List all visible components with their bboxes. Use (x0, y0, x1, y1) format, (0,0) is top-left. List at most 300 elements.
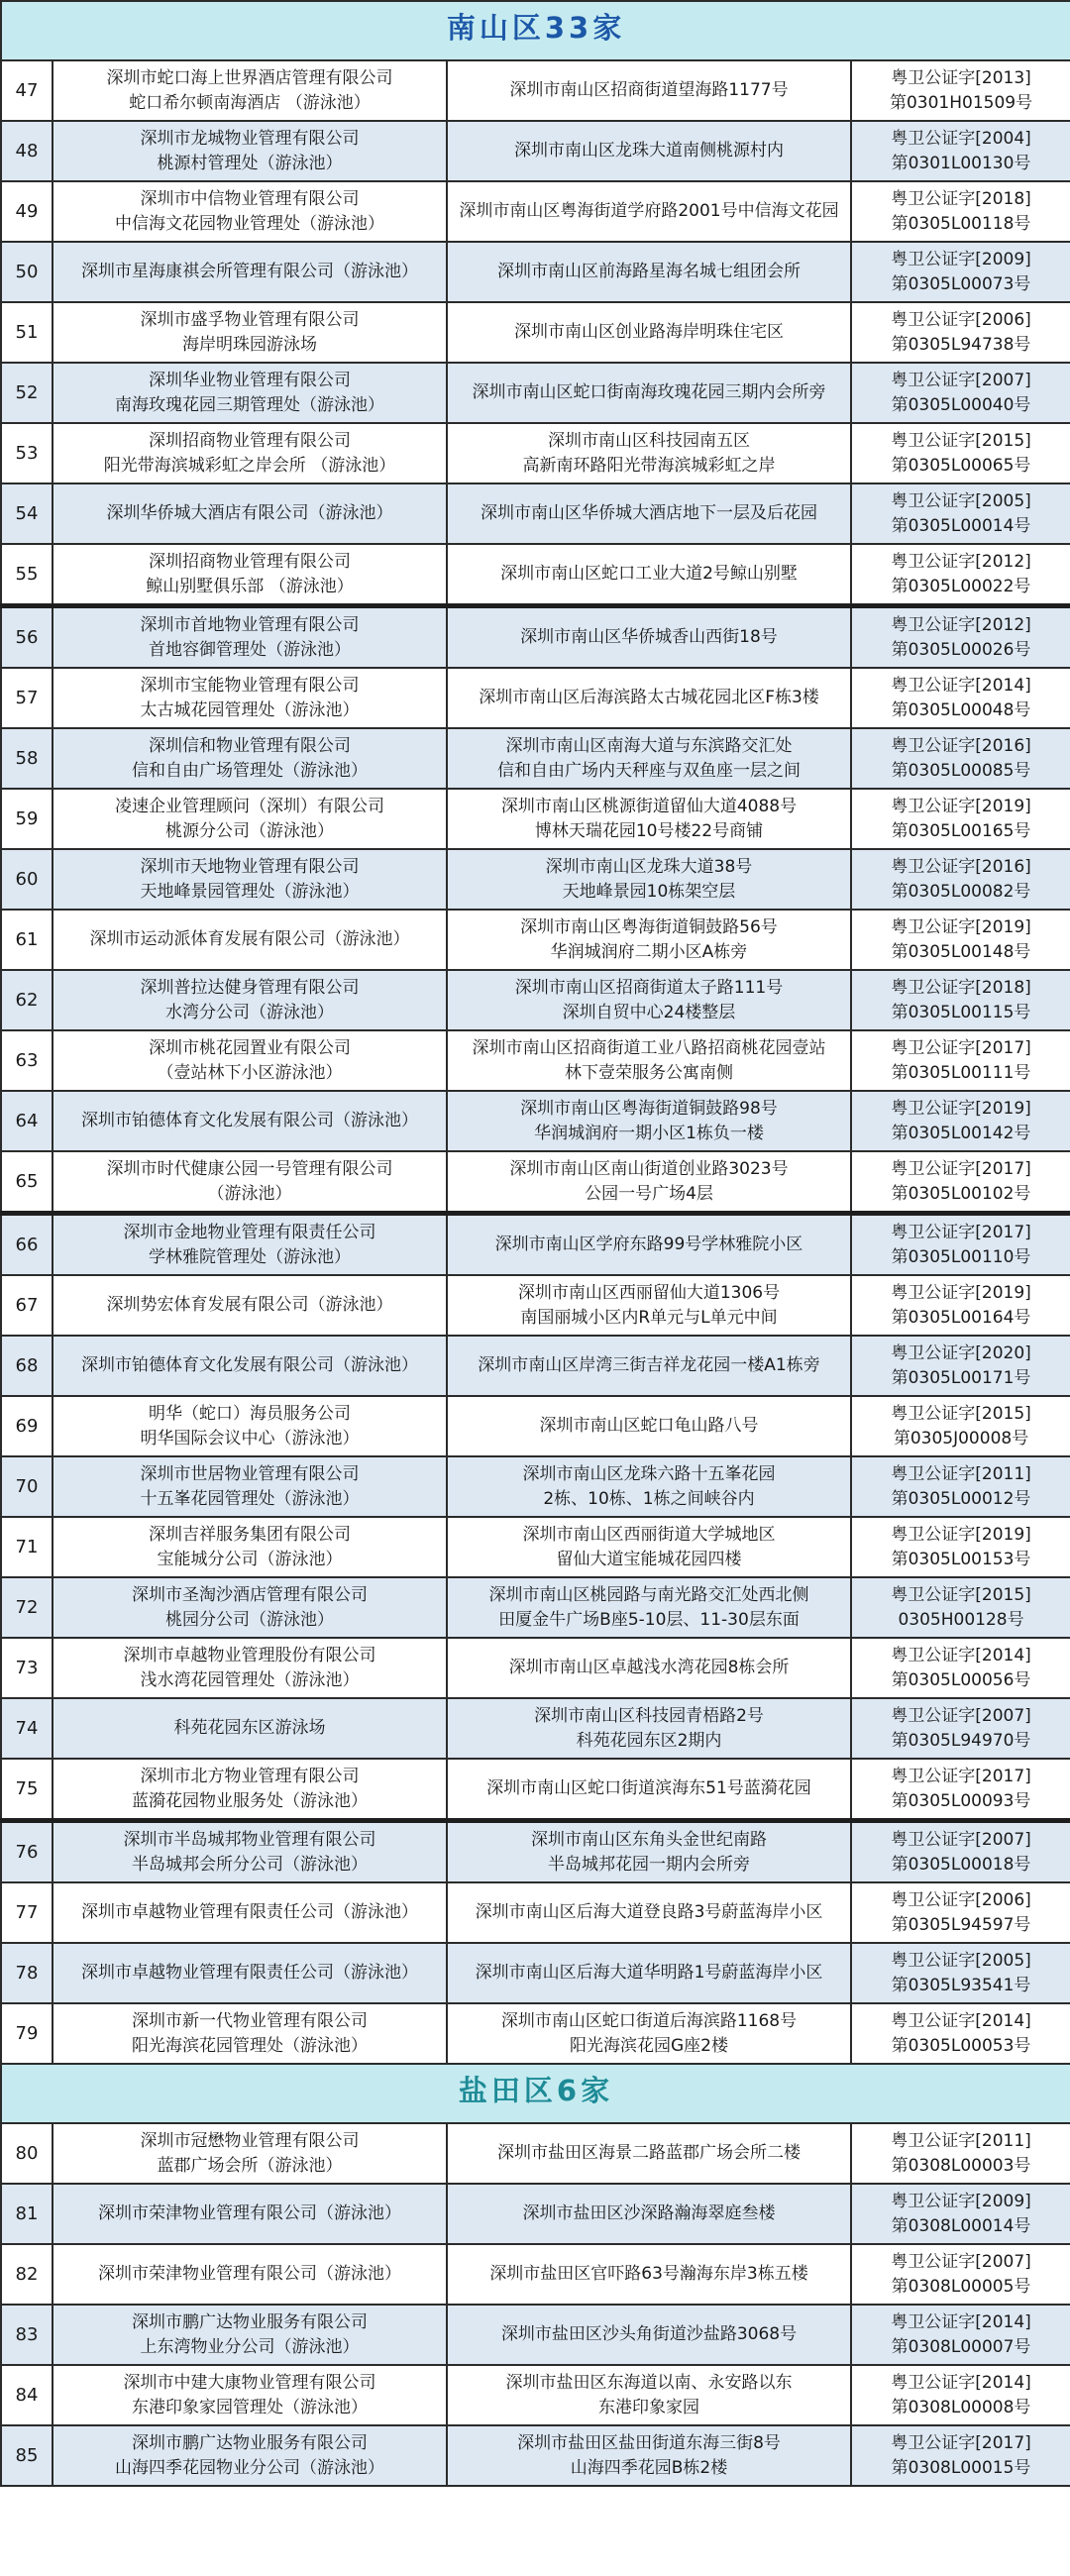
license-cell (851, 2425, 1070, 2486)
license-cell (851, 2244, 1070, 2305)
company-name-line: 深圳市时代健康公园一号管理有限公司 (106, 1158, 393, 1179)
company-name-line: 阳光海滨花园管理处（游泳池） (132, 2035, 368, 2056)
license-line: 粤卫公证字[2020] (891, 1342, 1031, 1363)
row-number: 68 (1, 1336, 53, 1396)
license-line: 粤卫公证字[2015] (891, 1403, 1031, 1424)
company-name-cell (53, 363, 447, 423)
license-cell (851, 1091, 1070, 1151)
address-line: 山海四季花园B栋2楼 (570, 2457, 728, 2478)
license-cell (851, 2305, 1070, 2365)
address-cell (447, 2305, 851, 2365)
license-line: 粤卫公证字[2013] (891, 67, 1031, 88)
license-cell (851, 242, 1070, 302)
license-line: 粤卫公证字[2012] (891, 551, 1031, 572)
company-name-cell (53, 606, 447, 669)
table-row (1, 970, 1070, 1030)
company-name-line: 上东湾物业分公司（游泳池） (140, 2336, 360, 2357)
company-name-cell (53, 2003, 447, 2064)
section-header-cell (1, 2064, 1070, 2123)
table-row (1, 1214, 1070, 1276)
license-line: 第0308L00015号 (891, 2457, 1031, 2478)
row-number: 76 (1, 1821, 53, 1883)
company-name-cell (53, 789, 447, 849)
table-row (1, 910, 1070, 970)
address-line: 深圳市南山区西丽留仙大道1306号 (517, 1282, 781, 1303)
address-line: 天地峰景园10栋架空层 (562, 881, 736, 902)
license-line: 第0305L00110号 (891, 1246, 1031, 1267)
table-row (1, 2123, 1070, 2184)
row-number: 53 (1, 423, 53, 483)
license-line: 0305H00128号 (898, 1609, 1024, 1630)
address-cell (447, 1882, 851, 1943)
company-name-line: 深圳市半岛城邦物业管理有限公司 (123, 1829, 376, 1850)
address-cell (447, 2244, 851, 2305)
company-name-cell (53, 1943, 447, 2003)
address-cell (447, 1396, 851, 1456)
license-line: 第0305L00093号 (891, 1790, 1031, 1811)
company-name-line: 深圳招商物业管理有限公司 (149, 551, 351, 572)
row-number: 61 (1, 910, 53, 970)
license-line: 粤卫公证字[2015] (891, 1584, 1031, 1605)
address-line: 南国丽城小区内R单元与L单元中间 (520, 1307, 778, 1328)
company-name-line: 凌速企业管理顾问（深圳）有限公司 (115, 796, 384, 816)
company-name-line: 深圳招商物业管理有限公司 (149, 430, 351, 451)
address-cell (447, 363, 851, 423)
address-line: 深圳市南山区招商街道工业八路招商桃花园壹站 (472, 1037, 826, 1058)
address-cell (447, 2365, 851, 2425)
license-line: 粤卫公证字[2014] (891, 2372, 1031, 2393)
address-line: 深圳自贸中心24楼整层 (562, 1002, 736, 1022)
address-cell (447, 1943, 851, 2003)
row-number: 52 (1, 363, 53, 423)
license-cell (851, 970, 1070, 1030)
license-line: 第0301H01509号 (889, 92, 1033, 113)
company-name-line: 深圳市卓越物业管理有限责任公司（游泳池） (81, 1963, 418, 1983)
table-row (1, 1821, 1070, 1883)
row-number: 77 (1, 1882, 53, 1943)
company-name-line: 深圳市新一代物业管理有限公司 (132, 2010, 368, 2031)
license-line: 第0305J00008号 (893, 1428, 1029, 1449)
license-cell (851, 544, 1070, 606)
company-name-line: 深圳市冠懋物业管理有限公司 (140, 2130, 360, 2151)
license-cell (851, 60, 1070, 121)
license-line: 粤卫公证字[2004] (891, 128, 1031, 149)
row-number: 51 (1, 302, 53, 363)
license-line: 粤卫公证字[2016] (891, 856, 1031, 877)
license-line: 粤卫公证字[2018] (891, 977, 1031, 998)
table-row (1, 60, 1070, 121)
address-cell (447, 1456, 851, 1517)
license-cell (851, 1396, 1070, 1456)
address-line: 深圳市南山区龙珠大道38号 (545, 856, 753, 877)
company-name-line: 浅水湾花园管理处（游泳池） (140, 1669, 360, 1690)
company-name-line: 深圳市龙城物业管理有限公司 (140, 128, 360, 149)
address-cell (447, 181, 851, 242)
license-line: 第0305L00012号 (891, 1488, 1031, 1509)
company-name-line: 科苑花园东区游泳场 (173, 1718, 326, 1738)
company-name-line: 东港印象家园管理处（游泳池） (132, 2397, 368, 2417)
license-cell (851, 1517, 1070, 1577)
section-header (1, 1, 1070, 60)
address-line: 公园一号广场4层 (585, 1183, 713, 1204)
company-name-line: 深圳市首地物业管理有限公司 (140, 614, 360, 635)
address-cell (447, 2003, 851, 2064)
license-line: 粤卫公证字[2016] (891, 735, 1031, 756)
license-table-body (1, 1, 1070, 2486)
address-cell (447, 1638, 851, 1698)
address-line: 阳光海滨花园G座2楼 (570, 2035, 728, 2056)
section-title: 盐田区6家 (458, 2074, 614, 2107)
license-line: 粤卫公证字[2014] (891, 1645, 1031, 1665)
row-number: 64 (1, 1091, 53, 1151)
table-row (1, 121, 1070, 181)
company-name-cell (53, 1396, 447, 1456)
license-line: 第0305L00118号 (891, 213, 1031, 234)
license-line: 第0305L00153号 (891, 1549, 1031, 1569)
company-name-cell (53, 1698, 447, 1759)
company-name-line: 深圳市蛇口海上世界酒店管理有限公司 (106, 67, 393, 88)
company-name-line: 深圳市荣津物业管理有限公司（游泳池） (98, 2264, 401, 2284)
license-cell (851, 789, 1070, 849)
address-cell (447, 242, 851, 302)
license-line: 第0305L00022号 (891, 576, 1031, 596)
address-line: 深圳市南山区后海大道登良路3号蔚蓝海岸小区 (475, 1902, 823, 1922)
license-cell (851, 1943, 1070, 2003)
license-line: 粤卫公证字[2007] (891, 370, 1031, 390)
company-name-line: 学林雅院管理处（游泳池） (149, 1246, 351, 1267)
row-number: 78 (1, 1943, 53, 2003)
license-line: 粤卫公证字[2017] (891, 1766, 1031, 1786)
address-line: 深圳市南山区华侨城香山西街18号 (520, 627, 778, 647)
license-cell (851, 910, 1070, 970)
address-line: 深圳市南山区东角头金世纪南路 (531, 1829, 767, 1850)
address-cell (447, 1091, 851, 1151)
license-line: 粤卫公证字[2018] (891, 188, 1031, 209)
license-cell (851, 2123, 1070, 2184)
row-number: 83 (1, 2305, 53, 2365)
license-line: 第0305L00082号 (891, 881, 1031, 902)
license-line: 第0301L00130号 (891, 153, 1031, 173)
row-number: 69 (1, 1396, 53, 1456)
license-line: 粤卫公证字[2011] (891, 1463, 1031, 1484)
license-cell (851, 121, 1070, 181)
table-row (1, 1577, 1070, 1638)
license-line: 第0308L00014号 (891, 2215, 1031, 2236)
address-line: 深圳市盐田区东海道以南、永安路以东 (505, 2372, 793, 2393)
address-line: 2栋、10栋、1栋之间峡谷内 (543, 1488, 755, 1509)
company-name-cell (53, 2425, 447, 2486)
address-cell (447, 1821, 851, 1883)
table-row (1, 668, 1070, 728)
address-line: 华润城润府二期小区A栋旁 (550, 941, 748, 962)
license-line: 粤卫公证字[2006] (891, 1889, 1031, 1910)
company-name-cell (53, 242, 447, 302)
company-name-cell (53, 849, 447, 910)
license-line: 粤卫公证字[2012] (891, 614, 1031, 635)
license-line: 第0305L00073号 (891, 273, 1031, 294)
address-line: 科苑花园东区2期内 (576, 1730, 722, 1751)
license-line: 第0305L93541号 (891, 1975, 1031, 1995)
table-row (1, 242, 1070, 302)
license-line: 第0308L00005号 (891, 2276, 1031, 2297)
license-line: 粤卫公证字[2017] (891, 1158, 1031, 1179)
row-number: 82 (1, 2244, 53, 2305)
address-line: 深圳市南山区粤海街道铜鼓路98号 (520, 1098, 778, 1119)
company-name-line: 海岸明珠园游泳场 (182, 334, 317, 355)
company-name-cell (53, 1882, 447, 1943)
company-name-line: （壹站林下小区游泳池） (157, 1062, 343, 1083)
license-cell (851, 1214, 1070, 1276)
address-line: 深圳市南山区岸湾三街吉祥龙花园一楼A1栋旁 (478, 1355, 820, 1375)
table-row (1, 1030, 1070, 1091)
company-name-line: 首地容御管理处（游泳池） (149, 639, 351, 660)
license-cell (851, 1151, 1070, 1214)
address-cell (447, 910, 851, 970)
company-name-line: 明华国际会议中心（游泳池） (140, 1428, 360, 1449)
table-row (1, 1336, 1070, 1396)
row-number: 81 (1, 2184, 53, 2244)
license-cell (851, 849, 1070, 910)
address-line: 深圳市南山区后海大道华明路1号蔚蓝海岸小区 (475, 1963, 823, 1983)
license-line: 第0305L00053号 (891, 2035, 1031, 2056)
company-name-line: 深圳市鹏广达物业服务有限公司 (132, 2432, 368, 2453)
address-line: 留仙大道宝能城花园四楼 (556, 1549, 742, 1569)
table-row (1, 606, 1070, 669)
license-line: 第0305L00040号 (891, 394, 1031, 415)
license-line: 粤卫公证字[2019] (891, 1098, 1031, 1119)
license-cell (851, 1638, 1070, 1698)
company-name-cell (53, 1456, 447, 1517)
table-row (1, 2425, 1070, 2486)
row-number: 63 (1, 1030, 53, 1091)
table-row (1, 544, 1070, 606)
company-name-line: 十五峯花园管理处（游泳池） (140, 1488, 360, 1509)
address-cell (447, 2425, 851, 2486)
company-name-cell (53, 2123, 447, 2184)
license-line: 粤卫公证字[2017] (891, 1222, 1031, 1242)
license-line: 粤卫公证字[2009] (891, 249, 1031, 269)
license-cell (851, 1456, 1070, 1517)
license-cell (851, 1030, 1070, 1091)
company-name-line: 桃园分公司（游泳池） (165, 1609, 334, 1630)
license-line: 第0305L94970号 (891, 1730, 1031, 1751)
address-line: 信和自由广场内天秤座与双鱼座一层之间 (497, 760, 801, 781)
license-line: 第0305L00171号 (891, 1367, 1031, 1388)
address-line: 深圳市盐田区海景二路蓝郡广场会所二楼 (497, 2143, 801, 2163)
address-line: 半岛城邦花园一期内会所旁 (548, 1854, 750, 1875)
address-line: 深圳市南山区学府东路99号学林雅院小区 (494, 1234, 803, 1254)
address-cell (447, 1759, 851, 1821)
address-cell (447, 849, 851, 910)
license-cell (851, 1275, 1070, 1336)
address-line: 深圳市南山区科技园南五区 (548, 430, 750, 451)
address-line: 深圳市南山区蛇口龟山路八号 (539, 1416, 759, 1436)
company-name-cell (53, 1336, 447, 1396)
license-line: 粤卫公证字[2005] (891, 490, 1031, 511)
table-row (1, 1943, 1070, 2003)
license-line: 粤卫公证字[2017] (891, 1037, 1031, 1058)
company-name-cell (53, 181, 447, 242)
address-cell (447, 423, 851, 483)
address-line: 深圳市南山区南海大道与东滨路交汇处 (505, 735, 793, 756)
table-row (1, 1275, 1070, 1336)
company-name-cell (53, 910, 447, 970)
license-line: 第0305L00056号 (891, 1669, 1031, 1690)
company-name-line: 深圳市鹏广达物业服务有限公司 (132, 2311, 368, 2332)
company-name-line: 深圳市卓越物业管理有限责任公司（游泳池） (81, 1902, 418, 1922)
company-name-line: 蛇口希尔顿南海酒店 （游泳池） (129, 92, 371, 113)
row-number: 54 (1, 483, 53, 544)
row-number: 50 (1, 242, 53, 302)
address-cell (447, 121, 851, 181)
table-row (1, 728, 1070, 789)
address-cell (447, 970, 851, 1030)
company-name-line: 深圳市宝能物业管理有限公司 (140, 675, 360, 696)
table-row (1, 2244, 1070, 2305)
license-line: 粤卫公证字[2005] (891, 1950, 1031, 1971)
company-name-line: （游泳池） (207, 1183, 292, 1204)
license-line: 粤卫公证字[2014] (891, 2311, 1031, 2332)
address-line: 深圳市南山区粤海街道铜鼓路56号 (520, 916, 778, 937)
row-number: 65 (1, 1151, 53, 1214)
company-name-cell (53, 302, 447, 363)
license-line: 第0305L00148号 (891, 941, 1031, 962)
address-line: 华润城润府一期小区1栋负一楼 (534, 1123, 764, 1143)
address-line: 深圳市南山区蛇口街道滨海东51号蓝漪花园 (486, 1778, 811, 1798)
address-cell (447, 483, 851, 544)
table-row (1, 423, 1070, 483)
license-line: 第0308L00007号 (891, 2336, 1031, 2357)
license-cell (851, 302, 1070, 363)
license-cell (851, 423, 1070, 483)
license-line: 第0308L00003号 (891, 2155, 1031, 2176)
address-line: 深圳市南山区龙珠六路十五峯花园 (522, 1463, 776, 1484)
company-name-line: 深圳信和物业管理有限公司 (149, 735, 351, 756)
company-name-line: 深圳势宏体育发展有限公司（游泳池） (106, 1295, 393, 1315)
row-number: 73 (1, 1638, 53, 1698)
row-number: 84 (1, 2365, 53, 2425)
company-name-line: 深圳市桃花园置业有限公司 (149, 1037, 351, 1058)
table-row (1, 483, 1070, 544)
address-line: 深圳市盐田区盐田街道东海三街8号 (517, 2432, 781, 2453)
row-number: 55 (1, 544, 53, 606)
license-cell (851, 1821, 1070, 1883)
company-name-line: 深圳市运动派体育发展有限公司（游泳池） (89, 929, 410, 949)
company-name-line: 信和自由广场管理处（游泳池） (132, 760, 368, 781)
license-line: 第0305L00115号 (891, 1002, 1031, 1022)
license-line: 第0305L00065号 (891, 455, 1031, 476)
address-line: 高新南环路阳光带海滨城彩虹之岸 (522, 455, 776, 476)
company-name-line: 蓝郡广场会所（游泳池） (157, 2155, 343, 2176)
address-line: 深圳市南山区后海滨路太古城花园北区F栋3楼 (479, 688, 819, 707)
license-cell (851, 2184, 1070, 2244)
license-cell (851, 363, 1070, 423)
license-cell (851, 1882, 1070, 1943)
table-row (1, 1517, 1070, 1577)
license-line: 粤卫公证字[2014] (891, 2010, 1031, 2031)
address-line: 深圳市南山区招商街道望海路1177号 (509, 80, 789, 100)
table-row (1, 1638, 1070, 1698)
company-name-line: 桃源分公司（游泳池） (165, 820, 334, 841)
company-name-line: 深圳市天地物业管理有限公司 (140, 856, 360, 877)
company-name-cell (53, 1275, 447, 1336)
license-line: 粤卫公证字[2019] (891, 916, 1031, 937)
row-number: 48 (1, 121, 53, 181)
address-line: 深圳市南山区南山街道创业路3023号 (509, 1158, 789, 1179)
company-name-line: 深圳市铂德体育文化发展有限公司（游泳池） (81, 1111, 418, 1130)
address-line: 深圳市盐田区沙头角街道沙盐路3068号 (500, 2324, 798, 2344)
company-name-line: 深圳普拉达健身管理有限公司 (140, 977, 360, 998)
address-cell (447, 606, 851, 669)
section-header (1, 2064, 1070, 2123)
table-row (1, 181, 1070, 242)
company-name-line: 蓝漪花园物业服务处（游泳池） (132, 1790, 368, 1811)
address-cell (447, 789, 851, 849)
address-cell (447, 302, 851, 363)
address-cell (447, 2123, 851, 2184)
license-line: 粤卫公证字[2011] (891, 2130, 1031, 2151)
company-name-cell (53, 728, 447, 789)
license-line: 粤卫公证字[2007] (891, 2251, 1031, 2272)
address-line: 深圳市南山区前海路星海名城七组团会所 (497, 262, 801, 281)
company-name-cell (53, 1638, 447, 1698)
company-name-cell (53, 1517, 447, 1577)
company-name-cell (53, 970, 447, 1030)
license-line: 第0305L00142号 (891, 1123, 1031, 1143)
company-name-line: 深圳市金地物业管理有限责任公司 (123, 1222, 376, 1242)
license-line: 第0308L00008号 (891, 2397, 1031, 2417)
company-name-line: 深圳市卓越物业管理股份有限公司 (123, 1645, 376, 1665)
table-row (1, 1396, 1070, 1456)
address-line: 深圳市盐田区沙深路瀚海翠庭叁楼 (522, 2203, 776, 2223)
row-number: 74 (1, 1698, 53, 1759)
license-cell (851, 668, 1070, 728)
company-name-cell (53, 423, 447, 483)
section-header-cell (1, 1, 1070, 60)
row-number: 49 (1, 181, 53, 242)
table-row (1, 363, 1070, 423)
company-name-line: 深圳市荣津物业管理有限公司（游泳池） (98, 2203, 401, 2223)
row-number: 59 (1, 789, 53, 849)
license-line: 粤卫公证字[2006] (891, 309, 1031, 330)
address-line: 深圳市南山区桃源街道留仙大道4088号 (500, 796, 798, 816)
address-line: 深圳市南山区招商街道太子路111号 (514, 977, 784, 998)
address-line: 田厦金牛广场B座5-10层、11-30层东面 (498, 1609, 800, 1630)
address-line: 东港印象家园 (598, 2397, 699, 2417)
address-cell (447, 1517, 851, 1577)
company-name-line: 天地峰景园管理处（游泳池） (140, 881, 360, 902)
license-cell (851, 1759, 1070, 1821)
license-cell (851, 1698, 1070, 1759)
license-line: 粤卫公证字[2017] (891, 2432, 1031, 2453)
company-name-line: 中信海文花园物业管理处（游泳池） (115, 213, 384, 234)
company-name-line: 深圳市盛孚物业管理有限公司 (140, 309, 360, 330)
address-cell (447, 1577, 851, 1638)
address-cell (447, 728, 851, 789)
license-cell (851, 728, 1070, 789)
company-name-cell (53, 2365, 447, 2425)
table-row (1, 1091, 1070, 1151)
address-line: 深圳市南山区华侨城大酒店地下一层及后花园 (481, 503, 817, 523)
company-name-cell (53, 483, 447, 544)
address-line: 深圳市盐田区官吓路63号瀚海东岸3栋五楼 (489, 2264, 808, 2284)
company-name-line: 南海玫瑰花园三期管理处（游泳池） (115, 394, 384, 415)
table-row (1, 2184, 1070, 2244)
company-name-cell (53, 1091, 447, 1151)
company-name-cell (53, 1759, 447, 1821)
company-name-cell (53, 60, 447, 121)
company-name-cell (53, 121, 447, 181)
